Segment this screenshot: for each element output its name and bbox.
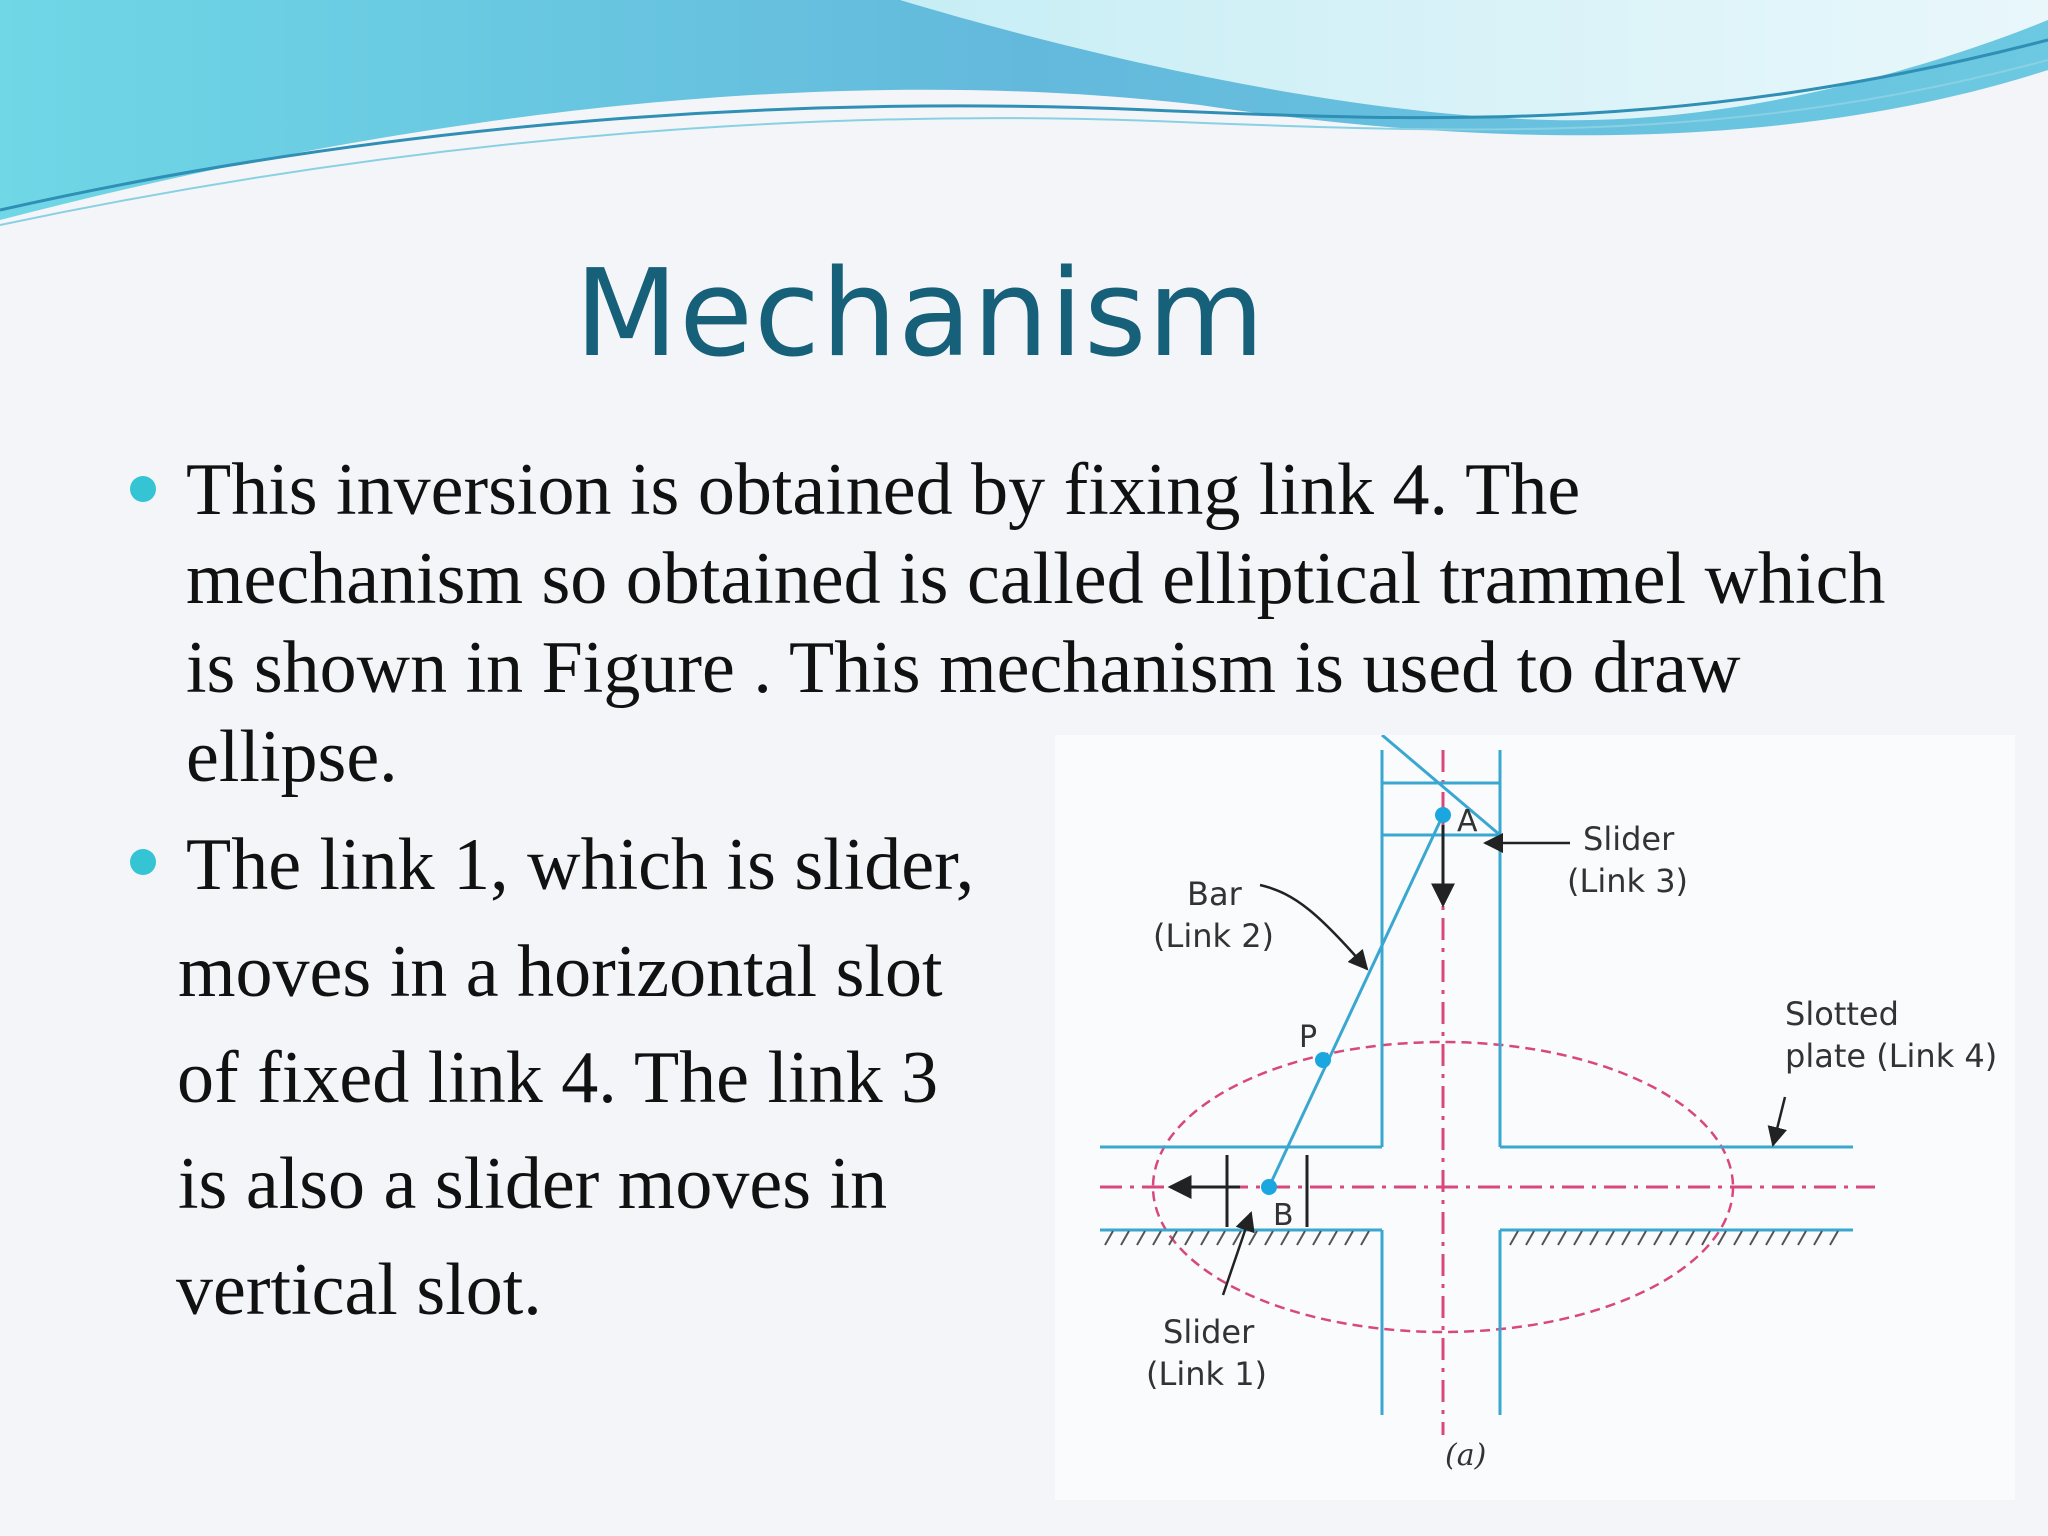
figure-caption: (a) [1445, 1438, 1487, 1473]
label-point-p: P [1299, 1020, 1318, 1055]
label-bar-2: (Link 2) [1153, 917, 1275, 955]
bullet-icon [130, 476, 156, 502]
plate-leader [1773, 1097, 1785, 1145]
bullet-2-line: moves in a horizontal slot [178, 931, 943, 1013]
header-wave-decoration [0, 0, 2048, 240]
point-p-marker [1315, 1052, 1331, 1068]
label-slider-link3-2: (Link 3) [1567, 862, 1689, 900]
bar-leader [1260, 885, 1367, 969]
point-a-marker [1435, 807, 1451, 823]
bullet-icon [130, 849, 156, 875]
label-bar-1: Bar [1187, 875, 1242, 913]
label-slider-link1-1: Slider [1163, 1313, 1255, 1351]
point-b-marker [1261, 1179, 1277, 1195]
label-plate-1: Slotted [1785, 995, 1899, 1033]
label-slider-link1-2: (Link 1) [1146, 1355, 1268, 1393]
bullet-2-line: is also a slider moves in [178, 1143, 888, 1225]
label-plate-2: plate (Link 4) [1785, 1037, 1998, 1075]
bullet-1-text: This inversion is obtained by fixing link 4. The mechanism so obtained is called elliptical trammel which is shown in Figure . This mechanism is used to draw ellipse. [186, 449, 1886, 798]
elliptical-trammel-figure [1055, 735, 2015, 1500]
bar-link-2 [1269, 815, 1443, 1187]
bullet-2-line: The link 1, which is slider, [186, 824, 975, 906]
slide-title: Mechanism [574, 245, 1266, 384]
label-point-b: B [1273, 1198, 1294, 1233]
bullet-2-line: vertical slot. [176, 1249, 542, 1331]
label-point-a: A [1457, 804, 1478, 839]
bullet-2-line: of fixed link 4. The link 3 [177, 1037, 939, 1119]
label-slider-link3-1: Slider [1583, 820, 1675, 858]
ground-hatching [1105, 1231, 1838, 1245]
